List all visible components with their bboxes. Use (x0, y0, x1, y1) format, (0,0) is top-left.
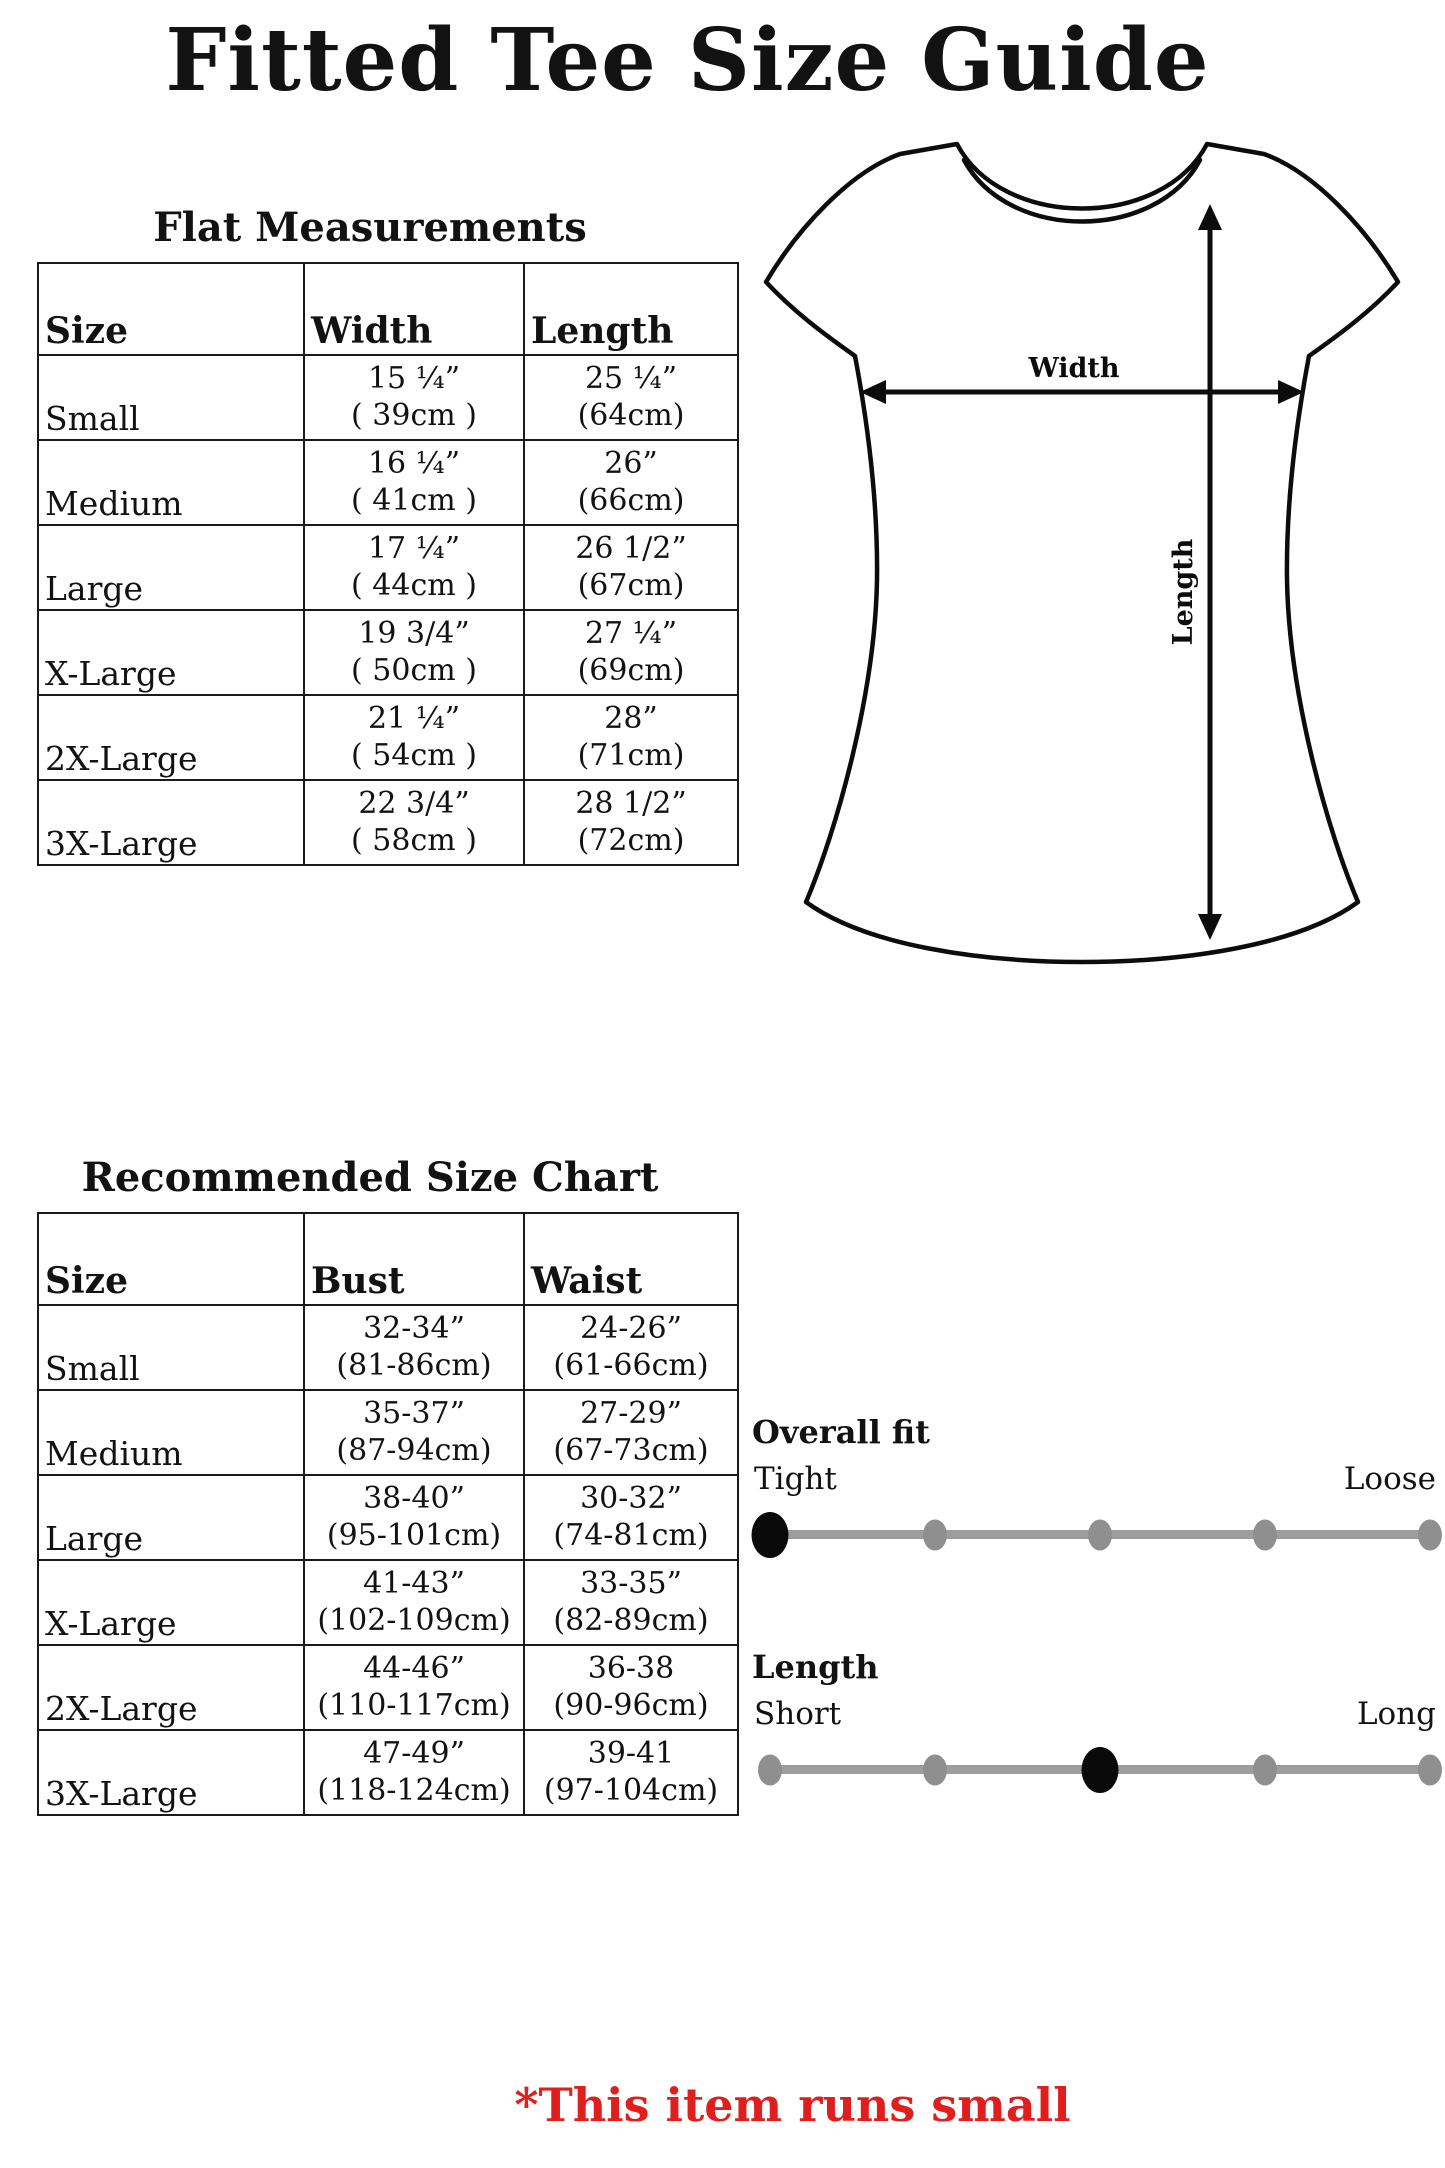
tshirt-body-path (766, 144, 1398, 962)
length-cm: (69cm) (577, 652, 685, 688)
slider-dot (1088, 1519, 1112, 1550)
column-header-size: Size (38, 263, 304, 355)
size-label: Large (38, 525, 304, 610)
slider-dot (1418, 1519, 1442, 1550)
bust-cm: (87-94cm) (336, 1432, 492, 1468)
table-row (38, 1730, 738, 1815)
slider-left-label: Tight (754, 1461, 837, 1497)
slider-dot (1082, 1747, 1119, 1793)
slider-dot (1418, 1754, 1442, 1785)
length-arrow-label: Length (1168, 538, 1199, 646)
width-value (304, 525, 524, 610)
length-cm: (71cm) (577, 737, 685, 773)
slider-dot (1253, 1754, 1277, 1785)
waist-cm: (61-66cm) (553, 1347, 709, 1383)
table-row (38, 355, 738, 440)
waist-inches: 39-41 (587, 1735, 675, 1771)
size-label: Small (38, 355, 304, 440)
length-slider-title: Length (752, 1648, 879, 1686)
slider-dot (752, 1512, 789, 1558)
waist-cm: (90-96cm) (553, 1687, 709, 1723)
waist-inches: 30-32” (580, 1480, 682, 1516)
length-value (524, 610, 738, 695)
waist-cm: (97-104cm) (543, 1772, 719, 1808)
slider-dot (758, 1754, 782, 1785)
page-title: Fitted Tee Size Guide (165, 10, 1210, 111)
table-row (38, 440, 738, 525)
bust-value (304, 1475, 524, 1560)
flat-measurements-heading: Flat Measurements (153, 204, 587, 251)
width-cm: ( 41cm ) (351, 482, 477, 518)
bust-inches: 38-40” (363, 1480, 465, 1516)
length-inches: 25 ¼” (584, 360, 678, 396)
length-value (524, 440, 738, 525)
table-row (38, 525, 738, 610)
slider-dot (1253, 1519, 1277, 1550)
length-inches: 26 1/2” (575, 530, 687, 566)
waist-value (524, 1730, 738, 1815)
overall-fit-end-labels (754, 1461, 1436, 1497)
width-arrow-label: Width (1028, 353, 1120, 384)
column-header-waist: Waist (524, 1213, 738, 1305)
bust-cm: (102-109cm) (317, 1602, 511, 1638)
column-header-width: Width (304, 263, 524, 355)
size-label: Large (38, 1475, 304, 1560)
waist-inches: 36-38 (587, 1650, 675, 1686)
waist-inches: 24-26” (580, 1310, 682, 1346)
length-end-labels (754, 1696, 1436, 1732)
recommended-size-chart-table (37, 1212, 739, 1816)
length-cm: (67cm) (577, 567, 685, 603)
size-label: 3X-Large (38, 1730, 304, 1815)
length-inches: 28 1/2” (575, 785, 687, 821)
slider-dot (923, 1519, 947, 1550)
tee-diagram (752, 130, 1412, 975)
bust-inches: 41-43” (363, 1565, 465, 1601)
waist-value (524, 1390, 738, 1475)
bust-value (304, 1390, 524, 1475)
bust-inches: 44-46” (363, 1650, 465, 1686)
bust-inches: 47-49” (363, 1735, 465, 1771)
tshirt-outline-illustration (752, 130, 1412, 975)
width-cm: ( 50cm ) (351, 652, 477, 688)
table-row (38, 1390, 738, 1475)
slider-dot (923, 1754, 947, 1785)
runs-small-note: *This item runs small (514, 2078, 1071, 2132)
waist-value (524, 1560, 738, 1645)
width-value (304, 355, 524, 440)
bust-value (304, 1560, 524, 1645)
width-value (304, 440, 524, 525)
table-row (38, 1475, 738, 1560)
bust-cm: (110-117cm) (317, 1687, 511, 1723)
length-inches: 28” (604, 700, 658, 736)
length-value (524, 355, 738, 440)
table-row (38, 695, 738, 780)
length-cm: (64cm) (577, 397, 685, 433)
width-inches: 21 ¼” (367, 700, 461, 736)
slider-right-label: Loose (1343, 1461, 1436, 1497)
bust-value (304, 1645, 524, 1730)
table-header-row (38, 1213, 738, 1305)
width-value (304, 610, 524, 695)
overall-fit-title: Overall fit (752, 1413, 930, 1451)
table-row (38, 610, 738, 695)
waist-cm: (82-89cm) (553, 1602, 709, 1638)
column-header-length: Length (524, 263, 738, 355)
column-header-bust: Bust (304, 1213, 524, 1305)
width-value (304, 695, 524, 780)
width-inches: 22 3/4” (358, 785, 470, 821)
size-label: X-Large (38, 1560, 304, 1645)
width-cm: ( 54cm ) (351, 737, 477, 773)
waist-inches: 33-35” (580, 1565, 682, 1601)
size-label: X-Large (38, 610, 304, 695)
length-inches: 26” (604, 445, 658, 481)
bust-cm: (95-101cm) (326, 1517, 502, 1553)
flat-measurements-table (37, 262, 739, 866)
bust-value (304, 1730, 524, 1815)
waist-value (524, 1645, 738, 1730)
slider-track (770, 1765, 1430, 1774)
length-slider (752, 1648, 1442, 1818)
width-inches: 17 ¼” (367, 530, 461, 566)
table-row (38, 1305, 738, 1390)
table-row (38, 1645, 738, 1730)
bust-inches: 32-34” (363, 1310, 465, 1346)
length-cm: (72cm) (577, 822, 685, 858)
waist-inches: 27-29” (580, 1395, 682, 1431)
waist-cm: (67-73cm) (553, 1432, 709, 1468)
width-cm: ( 39cm ) (351, 397, 477, 433)
size-label: Medium (38, 1390, 304, 1475)
column-header-size: Size (38, 1213, 304, 1305)
size-label: 2X-Large (38, 695, 304, 780)
size-label: 2X-Large (38, 1645, 304, 1730)
slider-track (770, 1530, 1430, 1539)
size-label: Medium (38, 440, 304, 525)
width-cm: ( 44cm ) (351, 567, 477, 603)
length-value (524, 780, 738, 865)
table-header-row (38, 263, 738, 355)
length-value (524, 525, 738, 610)
slider-left-label: Short (754, 1696, 842, 1732)
table-row (38, 1560, 738, 1645)
overall-fit-slider (752, 1413, 1442, 1583)
length-value (524, 695, 738, 780)
slider-right-label: Long (1356, 1696, 1436, 1732)
width-inches: 16 ¼” (367, 445, 461, 481)
table-row (38, 780, 738, 865)
width-value (304, 780, 524, 865)
width-inches: 15 ¼” (367, 360, 461, 396)
length-cm: (66cm) (577, 482, 685, 518)
waist-value (524, 1305, 738, 1390)
bust-inches: 35-37” (363, 1395, 465, 1431)
width-inches: 19 3/4” (358, 615, 470, 651)
waist-cm: (74-81cm) (553, 1517, 709, 1553)
bust-value (304, 1305, 524, 1390)
recommended-size-chart-heading: Recommended Size Chart (81, 1154, 659, 1201)
size-label: Small (38, 1305, 304, 1390)
bust-cm: (81-86cm) (336, 1347, 492, 1383)
width-cm: ( 58cm ) (351, 822, 477, 858)
size-label: 3X-Large (38, 780, 304, 865)
bust-cm: (118-124cm) (317, 1772, 511, 1808)
length-inches: 27 ¼” (584, 615, 678, 651)
waist-value (524, 1475, 738, 1560)
